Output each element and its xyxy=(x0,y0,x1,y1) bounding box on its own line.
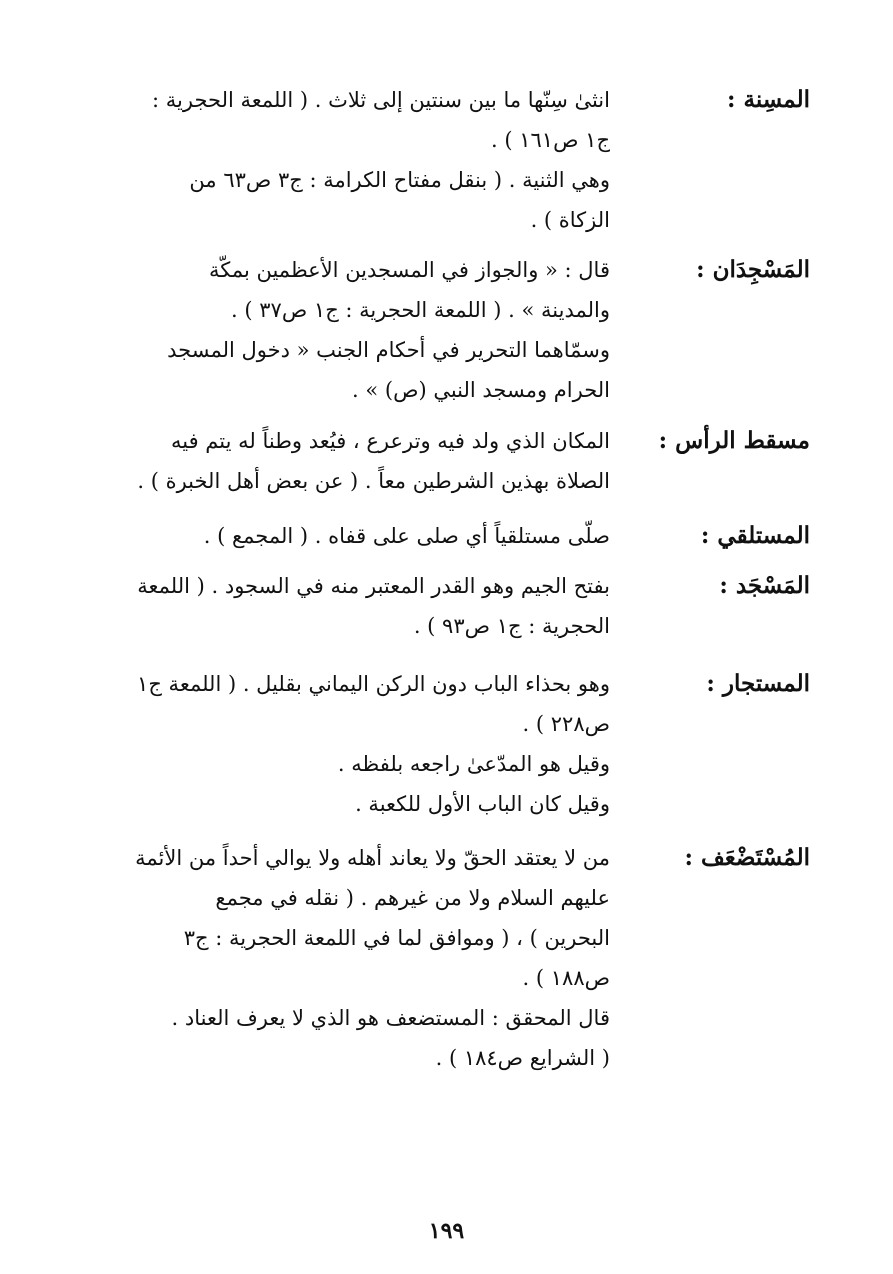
entry-term: المسِنة : xyxy=(727,86,810,113)
definition-line: الصلاة بهذين الشرطين معاً . ( عن بعض أهل الخبرة ) . xyxy=(137,469,610,493)
entry-definition xyxy=(90,838,610,1078)
definition-line: الحرام ومسجد النبي (ص) » . xyxy=(352,378,610,402)
entry-term: مسقط الرأس : xyxy=(658,427,810,454)
definition-line: البحرين ) ، ( وموافق لما في اللمعة الحجرية : ج٣ xyxy=(183,926,610,950)
definition-line: وهي الثنية . ( بنقل مفتاح الكرامة : ج٣ ص٦٣ من xyxy=(189,168,610,192)
definition-line: وهو بحذاء الباب دون الركن اليماني بقليل . ( اللمعة ج١ xyxy=(137,672,610,696)
definition-line: انثىٰ سِنّها ما بين سنتين إلى ثلاث . ( اللمعة الحجرية : xyxy=(152,88,610,112)
definition-line: بفتح الجيم وهو القدر المعتبر منه في السجود . ( اللمعة xyxy=(137,574,610,598)
entry-term: المستجار : xyxy=(706,670,810,697)
entry-definition xyxy=(90,664,610,824)
definition-line: قال : « والجواز في المسجدين الأعظمين بمكّة xyxy=(208,258,610,282)
definition-line: الحجرية : ج١ ص٩٣ ) . xyxy=(413,614,610,638)
definition-line: وقيل هو المدّعىٰ راجعه بلفظه . xyxy=(337,752,610,776)
entry-definition xyxy=(90,566,610,646)
entry-term: المَسْجِدَان : xyxy=(696,256,810,283)
definition-line: ص١٨٨ ) . xyxy=(522,966,610,990)
entry-definition xyxy=(90,80,610,240)
definition-line: ص٢٢٨ ) . xyxy=(522,712,610,736)
page-number: ١٩٩ xyxy=(428,1218,465,1244)
definition-line: وسمّاهما التحرير في أحكام الجنب « دخول المسجد xyxy=(167,338,610,362)
definition-line: ( الشرايع ص١٨٤ ) . xyxy=(435,1046,610,1070)
definition-line: صلّى مستلقياً أي صلى على قفاه . ( المجمع ) . xyxy=(203,524,610,548)
definition-line: من لا يعتقد الحقّ ولا يعاند أهله ولا يوالي أحداً من الأئمة xyxy=(135,846,610,870)
definition-line: عليهم السلام ولا من غيرهم . ( نقله في مجمع xyxy=(215,886,610,910)
entry-term: المستلقي : xyxy=(700,522,810,549)
definition-line: والمدينة » . ( اللمعة الحجرية : ج١ ص٣٧ ) . xyxy=(231,298,610,322)
entry-term: المَسْجَد : xyxy=(719,572,810,599)
definition-line: وقيل كان الباب الأول للكعبة . xyxy=(355,792,610,816)
definition-line: ج١ ص١٦١ ) . xyxy=(491,128,610,152)
entry-definition xyxy=(90,250,610,410)
entry-term: المُسْتَضْعَف : xyxy=(684,844,810,871)
definition-line: المكان الذي ولد فيه وترعرع ، فيُعد وطناً له يتم فيه xyxy=(170,429,610,453)
definition-line: قال المحقق : المستضعف هو الذي لا يعرف العناد . xyxy=(171,1006,610,1030)
entry-definition xyxy=(90,421,610,501)
definition-line: الزكاة ) . xyxy=(530,208,610,232)
entry-definition xyxy=(90,516,610,556)
